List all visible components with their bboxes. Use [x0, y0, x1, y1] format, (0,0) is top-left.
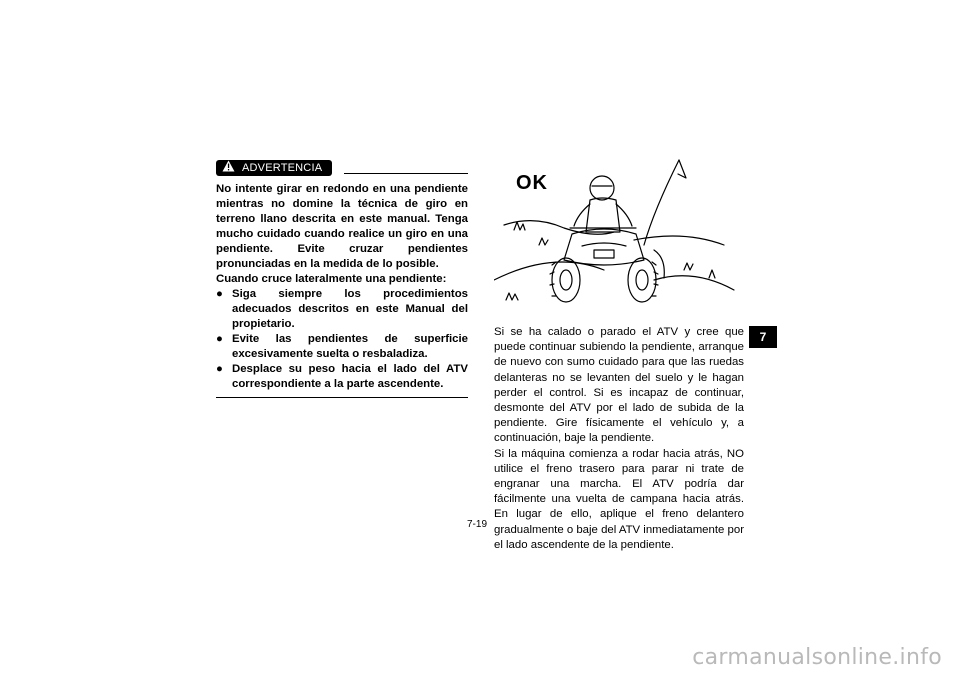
list-item: [216, 362, 468, 392]
list-item: [216, 287, 468, 332]
list-item-text: Desplace su peso hacia el lado del ATV correspondiente a la parte ascendente.: [232, 363, 468, 390]
bullet-icon: ●: [216, 363, 223, 375]
warning-text: [216, 182, 468, 392]
body-text: [494, 325, 744, 553]
page-number: 7-19: [467, 519, 488, 530]
warning-bottom-rule: [216, 397, 468, 398]
warning-badge-label: ADVERTENCIA: [242, 162, 323, 174]
list-item-text: Evite las pendientes de superficie excesivamente suelta o resbaladiza.: [232, 333, 468, 360]
warning-badge: [216, 160, 332, 176]
body-paragraph-1: Si se ha calado o parado el ATV y cree que puede continuar subiendo la pendiente, arranque de nuevo con sumo cuidado para que las ruedas delanteras no se levanten del suelo y le hagan perder el control. Si es incapaz de continuar, desmonte del ATV por el lado de subida de la pendiente. Gire físicamente el vehículo y, a continuación, baje la pendiente.: [494, 326, 744, 445]
bullet-icon: ●: [216, 288, 223, 300]
warning-bullet-list: [216, 287, 468, 392]
list-item-text: Siga siempre los procedimientos adecuados descritos en este Manual del propietario.: [232, 288, 468, 330]
ok-label: OK: [516, 172, 548, 194]
warning-triangle-icon: [216, 160, 240, 177]
warning-top-rule: [344, 173, 468, 174]
watermark: carmanualsonline.info: [692, 645, 942, 670]
warning-paragraph-2: Cuando cruce lateralmente una pendiente:: [216, 273, 447, 285]
warning-box: [216, 160, 468, 398]
bullet-icon: ●: [216, 333, 223, 345]
warning-header: [216, 160, 468, 176]
body-paragraph-2: Si la máquina comienza a rodar hacia atrás, NO utilice el freno trasero para parar ni trate de engranar una marcha. El ATV podría dar fácilmente una vuelta de campana hacia atrás. En lugar de ello, aplique el freno delantero gradualmente o baje del ATV inmediatamente por el lado ascendente de la pendiente.: [494, 447, 744, 551]
list-item: [216, 332, 468, 362]
chapter-tab: 7: [749, 326, 777, 348]
warning-paragraph-1: No intente girar en redondo en una pendiente mientras no domine la técnica de giro en terreno llano descrita en este manual. Tenga mucho cuidado cuando realice un giro en una pendiente. Evite cruzar pendientes pronunciadas en la medida de lo posible.: [216, 183, 468, 270]
